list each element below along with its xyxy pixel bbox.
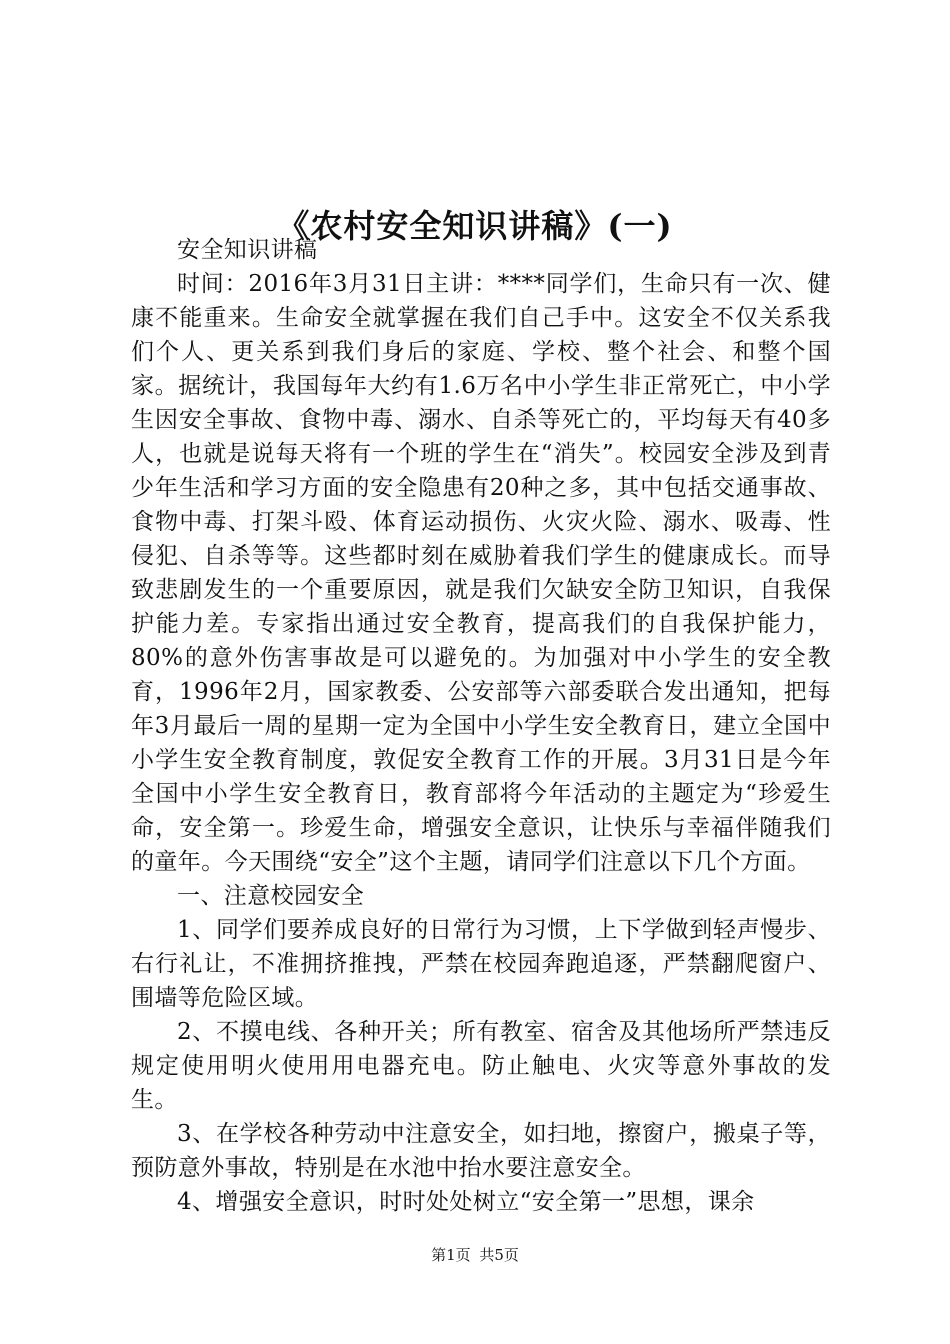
list-item-4: 4、增强安全意识，时时处处树立“安全第一”思想，课余 [177, 1189, 755, 1215]
paragraph-heading: 安全知识讲稿 [177, 237, 318, 263]
page-total: 共5页 [479, 1246, 519, 1264]
section-heading-campus-safety: 一、注意校园安全 [177, 883, 365, 909]
list-item-2: 2、不摸电线、各种开关；所有教室、宿舍及其他场所严禁违反规定使用明火使用用电器充电。防止触电、火灾等意外事故的发生。 [131, 1019, 831, 1113]
list-item-1: 1、同学们要养成良好的日常行为习惯，上下学做到轻声慢步、右行礼让，不准拥挤推拽，严禁在校园奔跑追逐，严禁翻爬窗户、围墙等危险区域。 [131, 917, 831, 1011]
document-body [131, 233, 831, 1219]
list-item-3: 3、在学校各种劳动中注意安全，如扫地，擦窗户，搬桌子等，预防意外事故，特别是在水池中抬水要注意安全。 [131, 1121, 831, 1181]
document-title: 《农村安全知识讲稿》(一) [277, 207, 673, 246]
page-footer [0, 1244, 950, 1265]
page-number: 第1页 [431, 1246, 471, 1264]
paragraph-intro: 时间：2016年3月31日主讲：****同学们，生命只有一次、健康不能重来。生命安全就掌握在我们自己手中。这安全不仅关系我们个人、更关系到我们身后的家庭、学校、整个社会、和整个国家。据统计，我国每年大约有1.6万名中小学生非正常死亡，中小学生因安全事故、食物中毒、溺水、自杀等死亡的，平均每天有40多人，也就是说每天将有一个班的学生在“消失”。校园安全涉及到青少年生活和学习方面的安全隐患有20种之多，其中包括交通事故、食物中毒、打架斗殴、体育运动损伤、火灾火险、溺水、吸毒、性侵犯、自杀等等。这些都时刻在威胁着我们学生的健康成长。而导致悲剧发生的一个重要原因，就是我们欠缺安全防卫知识，自我保护能力差。专家指出通过安全教育，提高我们的自我保护能力，80%的意外伤害事故是可以避免的。为加强对中小学生的安全教育，1996年2月，国家教委、公安部等六部委联合发出通知，把每年3月最后一周的星期一定为全国中小学生安全教育日，建立全国中小学生安全教育制度，敦促安全教育工作的开展。3月31日是今年全国中小学生安全教育日，教育部将今年活动的主题定为“珍爱生命，安全第一。珍爱生命，增强安全意识，让快乐与幸福伴随我们的童年。今天围绕“安全”这个主题，请同学们注意以下几个方面。 [131, 271, 831, 875]
